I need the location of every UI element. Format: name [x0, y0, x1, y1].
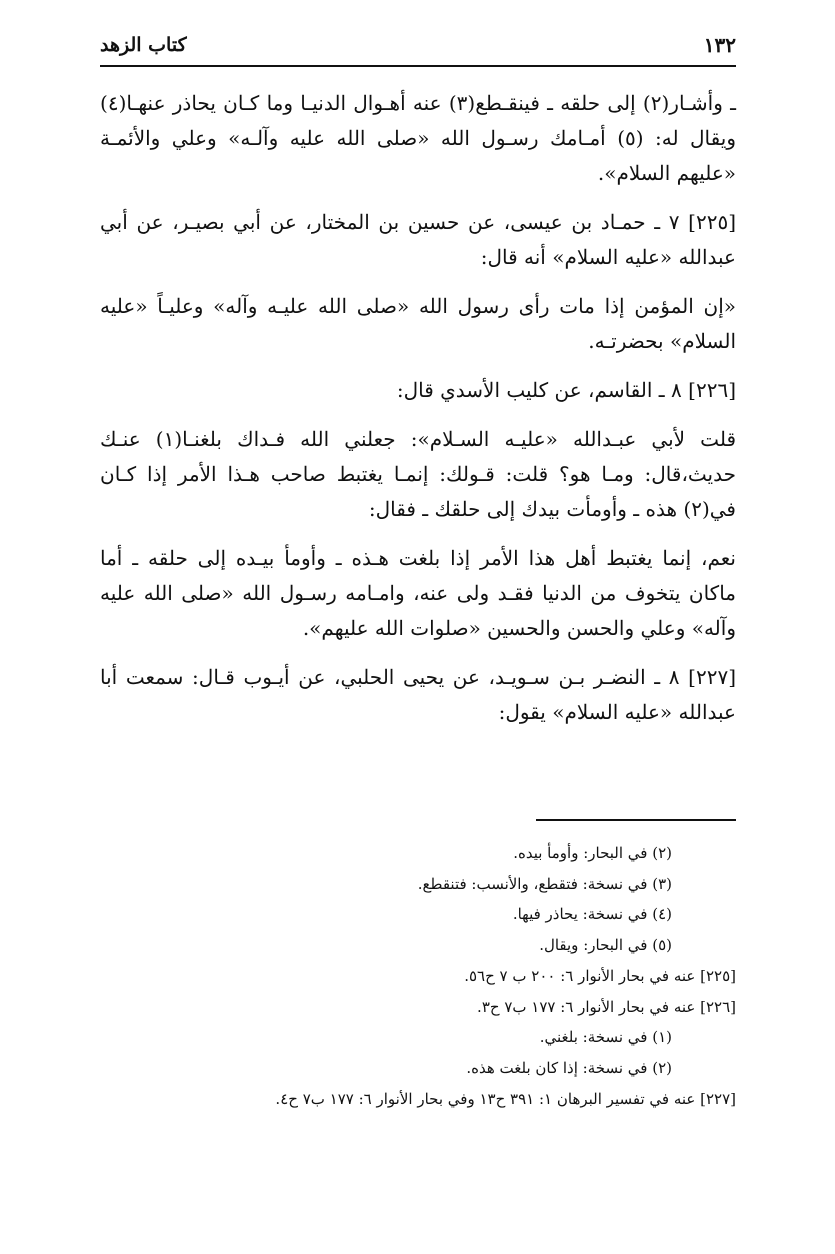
- book-title: كتاب الزهد: [100, 34, 187, 56]
- main-text: [100, 86, 736, 744]
- footnote: (٤) في نسخة: يحاذر فيها.: [512, 905, 672, 924]
- footnotes: [100, 838, 736, 1114]
- footnote: (١) في نسخة: بلغني.: [539, 1028, 672, 1047]
- footnote-source: [٢٢٦] عنه في بحار الأنوار ٦: ١٧٧ ب٧ ح٣.: [477, 997, 736, 1016]
- footnote: (٢) في نسخة: إذا كان بلغت هذه.: [466, 1058, 672, 1077]
- page-number: ١٣٢: [703, 33, 736, 57]
- footnote-rule: [536, 819, 736, 821]
- paragraph: [٢٢٦] ٨ ـ القاسم، عن كليب الأسدي قال:: [396, 378, 736, 402]
- paragraph: [٢٢٥] ٧ ـ حمـاد بن عيسى، عن حسين بن المختار، عن أبي بصيـر، عن أبي عبدالله «عليه السلام» أنه قال:: [100, 210, 736, 269]
- footnote-source: [٢٢٧] عنه في تفسير البرهان ١: ٣٩١ ح١٣ وفي بحار الأنوار ٦: ١٧٧ ب٧ ح٤.: [275, 1089, 736, 1108]
- paragraph: ـ وأشـار(٢) إلى حلقه ـ فينقـطع(٣) عنه أهـوال الدنيـا وما كـان يحاذر عنهـا(٤) ويقال له: (٥) أمـامك رسـول الله «صلى الله عليه وآلـه» وعلي والأئمـة «عليهم السلام».: [100, 91, 736, 185]
- running-header: [100, 28, 736, 62]
- header-rule: [100, 65, 736, 67]
- paragraph: «إن المؤمن إذا مات رأى رسول الله «صلى الله عليـه وآله» وعليـاً «عليه السلام» بحضرتـه.: [100, 294, 736, 353]
- footnote: (٥) في البحار: ويقال.: [539, 936, 672, 955]
- paragraph: قلت لأبي عبـدالله «عليـه السـلام»: جعلني الله فـداك بلغنـا(١) عنـك حديث،قال: ومـا هو؟ قلت: قـولك: إنمـا يغتبط صاحب هـذا الأمر إذا كـان في(٢) هذه ـ وأومأت بيدك إلى حلقك ـ فقال:: [100, 427, 736, 521]
- footnote-source: [٢٢٥] عنه في بحار الأنوار ٦: ٢٠٠ ب ٧ ح٥٦.: [464, 966, 736, 985]
- footnote: (٢) في البحار: وأومأ بيده.: [513, 844, 672, 862]
- paragraph: نعم، إنما يغتبط أهل هذا الأمر إذا بلغت هـذه ـ وأومأ بيـده إلى حلقه ـ أما ماكان يتخوف من الدنيا فقـد ولى عنه، وامـامه رسـول الله «صلى الله عليه وآله» وعلي والحسن والحسين «صلوات الله عليهم».: [100, 546, 736, 640]
- footnote: (٣) في نسخة: فتقطع، والأنسب: فتنقطع.: [417, 874, 672, 893]
- paragraph: [٢٢٧] ٨ ـ النضـر بـن سـويـد، عن يحيى الحلبي، عن أيـوب قـال: سمعت أبا عبدالله «عليه السلام» يقول:: [100, 665, 736, 724]
